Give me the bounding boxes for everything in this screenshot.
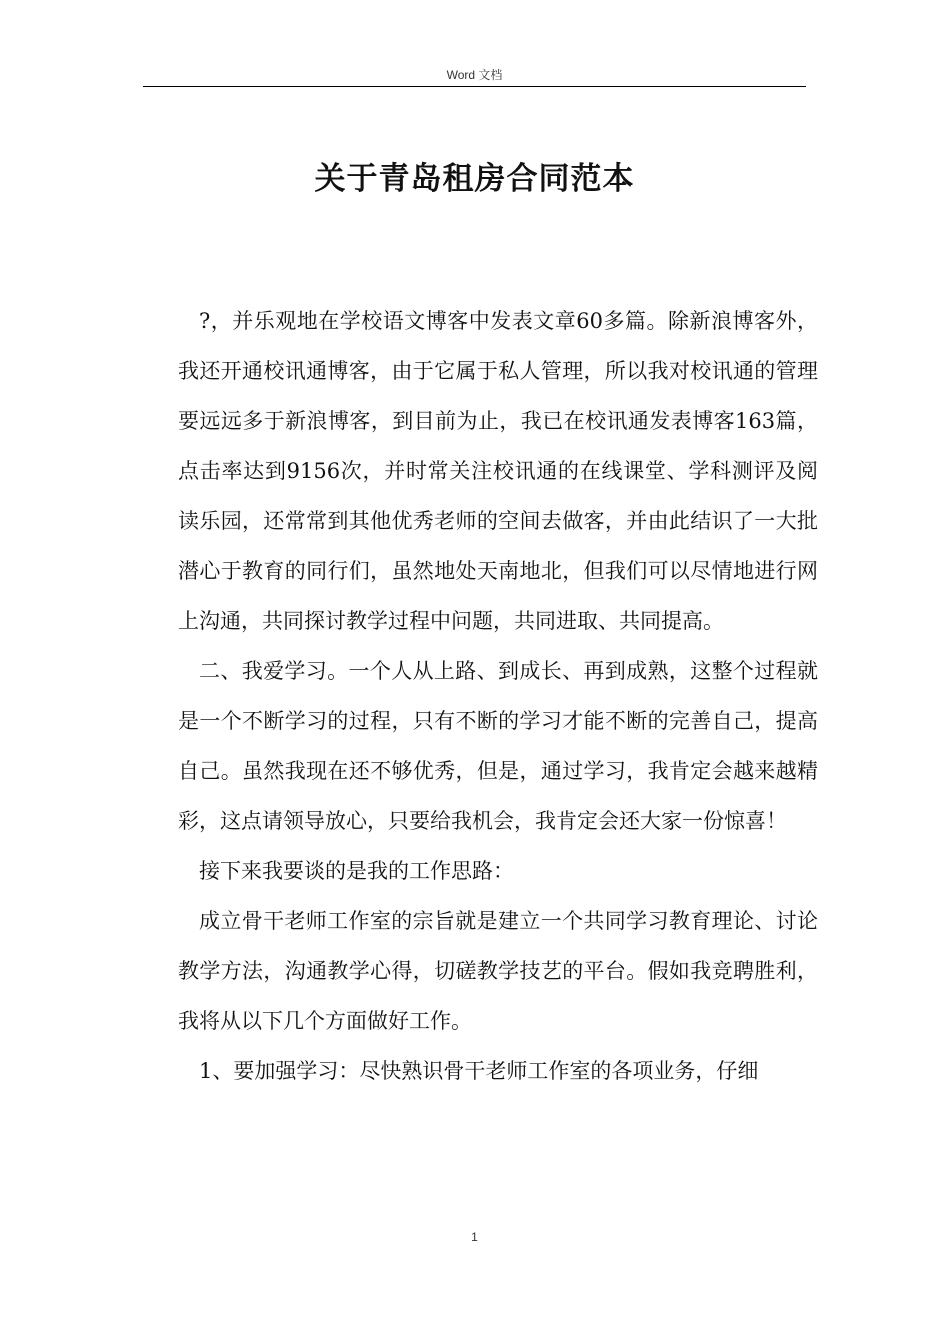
paragraph: 二、我爱学习。一个人从上路、到成长、再到成熟，这整个过程就是一个不断学习的过程，只有不断的学习才能不断的完善自己，提高自己。虽然我现在还不够优秀，但是，通过学习，我肯定会越来越精彩，这点请领导放心，只要给我机会，我肯定会还大家一份惊喜！: [178, 659, 818, 833]
page-header: Word 文档: [446, 68, 503, 82]
page-number: 1: [471, 1230, 478, 1244]
paragraph: ?，并乐观地在学校语文博客中发表文章60多篇。除新浪博客外，我还开通校讯通博客，由于它属于私人管理，所以我对校讯通的管理要远远多于新浪博客，到目前为止，我已在校讯通发表博客163篇，点击率达到9156次，并时常关注校讯通的在线课堂、学科测评及阅读乐园，还常常到其他优秀老师的空间去做客，并由此结识了一大批潜心于教育的同行们，虽然地处天南地北，但我们可以尽情地进行网上沟通，共同探讨教学过程中问题，共同进取、共同提高。: [178, 309, 818, 633]
paragraph: 成立骨干老师工作室的宗旨就是建立一个共同学习教育理论、讨论教学方法，沟通教学心得，切磋教学技艺的平台。假如我竞聘胜利，我将从以下几个方面做好工作。: [178, 909, 818, 1033]
document-body: [178, 296, 818, 1096]
header-divider: [143, 86, 806, 87]
paragraph: 接下来我要谈的是我的工作思路：: [199, 859, 514, 883]
document-title: 关于青岛租房合同范本: [314, 161, 635, 197]
paragraph: 1、要加强学习：尽快熟识骨干老师工作室的各项业务，仔细: [199, 1059, 759, 1083]
